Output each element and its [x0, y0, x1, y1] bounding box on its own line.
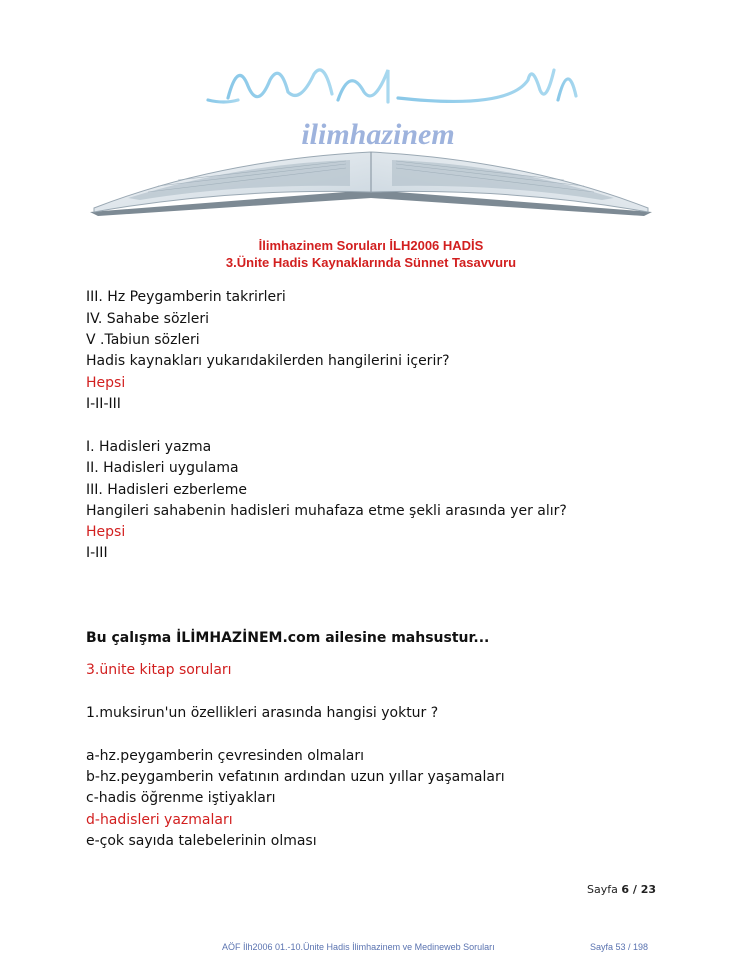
answer-text: Hepsi: [86, 524, 126, 540]
text-line: I-II-III: [86, 396, 121, 412]
question-text: 1.muksirun'un özellikleri arasında hangisi yoktur ?: [86, 705, 439, 721]
header-title-line1: İlimhazinem Soruları İLH2006 HADİS: [258, 238, 484, 253]
page-current: 6 / 23: [621, 883, 656, 896]
text-line: IV. Sahabe sözleri: [86, 311, 210, 327]
option-a: a-hz.peygamberin çevresinden olmaları: [86, 748, 364, 764]
page-label: Sayfa: [587, 883, 618, 896]
header-banner: [88, 40, 654, 220]
text-line: V .Tabiun sözleri: [86, 332, 200, 348]
document-footer-title: AÖF İlh2006 01.-10.Ünite Hadis İlimhazinem ve Medineweb Soruları: [222, 942, 495, 952]
text-line: III. Hadisleri ezberleme: [86, 482, 248, 498]
watermark-text: ilimhazinem: [301, 118, 455, 151]
page-number: [540, 883, 656, 896]
text-line: III. Hz Peygamberin takrirleri: [86, 289, 286, 305]
document-footer-page: Sayfa 53 / 198: [590, 942, 649, 952]
text-line: I-III: [86, 545, 108, 561]
basmala-calligraphy: [208, 70, 576, 102]
header-title-line2: 3.Ünite Hadis Kaynaklarında Sünnet Tasavvuru: [225, 255, 517, 270]
text-line: I. Hadisleri yazma: [86, 439, 212, 455]
question-text: Hangileri sahabenin hadisleri muhafaza etme şekli arasında yer alır?: [86, 503, 567, 519]
option-c: c-hadis öğrenme iştiyakları: [86, 790, 276, 806]
answer-text: Hepsi: [86, 375, 126, 391]
text-line: II. Hadisleri uygulama: [86, 460, 239, 476]
option-d-correct: d-hadisleri yazmaları: [86, 812, 233, 828]
option-b: b-hz.peygamberin vefatının ardından uzun yıllar yaşamaları: [86, 769, 505, 785]
option-e: e-çok sayıda talebelerinin olması: [86, 833, 317, 849]
question-text: Hadis kaynakları yukarıdakilerden hangilerini içerir?: [86, 353, 450, 369]
section-heading: 3.ünite kitap soruları: [86, 662, 232, 678]
ownership-notice: Bu çalışma İLİMHAZİNEM.com ailesine mahsustur...: [86, 630, 490, 646]
